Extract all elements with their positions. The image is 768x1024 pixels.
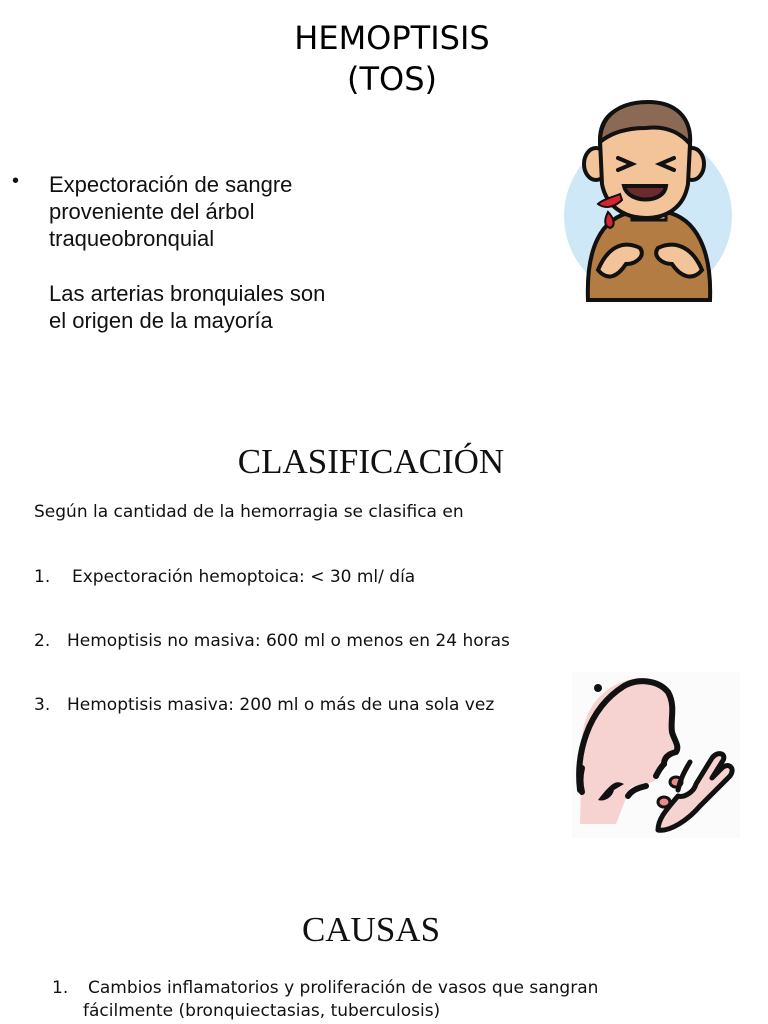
causas-heading: CAUSAS (301, 910, 441, 949)
causes-item-line-1: Cambios inflamatorios y proliferación de vasos que sangran (88, 978, 599, 998)
causes-item (52, 977, 598, 1023)
classification-item-text: Hemoptisis masiva: 200 ml o más de una sola vez (67, 695, 495, 715)
classification-item (34, 567, 415, 587)
page-title (0, 18, 768, 100)
coughing-boy-illustration (562, 100, 734, 305)
classification-item-number: 3. (34, 695, 51, 715)
definition-line-1: Expectoración de sangre (49, 172, 293, 197)
neck-line (581, 768, 583, 792)
page-title-line-2: (TOS) (346, 60, 437, 98)
definition-text (49, 171, 325, 334)
page-title-line-1: HEMOPTISIS (294, 19, 490, 57)
bullet-marker: • (12, 170, 20, 192)
definition-line-3: traqueobronquial (49, 226, 215, 251)
definition-line-5: el origen de la mayoría (49, 308, 273, 333)
definition-line-4: Las arterias bronquiales son (49, 281, 326, 306)
coughing-profile-icon (572, 672, 740, 838)
causes-item-line-2: fácilmente (bronquiectasias, tuberculosis) (83, 1001, 441, 1021)
cough-dot (594, 684, 602, 692)
classification-item (34, 631, 510, 651)
clasificacion-heading: CLASIFICACIÓN (237, 442, 505, 481)
classification-item-number: 1. (34, 567, 51, 587)
classification-item-number: 2. (34, 631, 51, 651)
classification-item-text: Hemoptisis no masiva: 600 ml o menos en 24 horas (67, 631, 510, 651)
causes-item-number: 1. (52, 978, 69, 998)
clasificacion-intro: Según la cantidad de la hemorragia se clasifica en (34, 502, 464, 522)
definition-line-2: proveniente del árbol (49, 199, 255, 224)
classification-item (34, 695, 494, 715)
classification-item-text: Expectoración hemoptoica: < 30 ml/ día (72, 567, 416, 587)
